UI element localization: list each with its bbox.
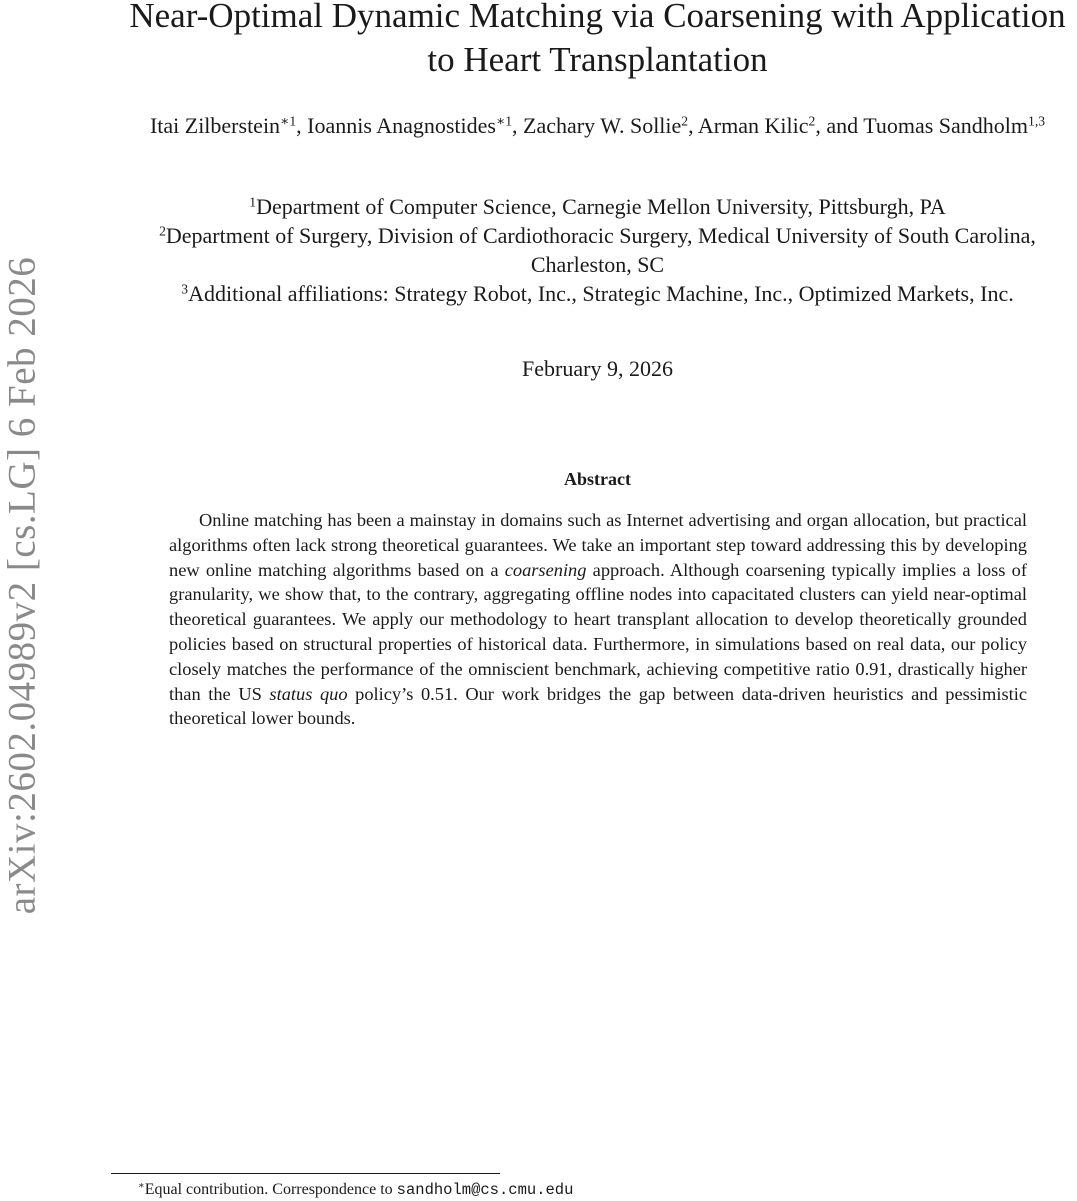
affiliation-item bbox=[110, 221, 1077, 279]
affiliation-list bbox=[110, 192, 1077, 308]
author-name: Tuomas Sandholm bbox=[863, 113, 1029, 138]
affiliation-item bbox=[110, 279, 1077, 308]
publication-date: February 9, 2026 bbox=[522, 356, 673, 381]
author-separator: , bbox=[688, 113, 698, 138]
author-list bbox=[110, 112, 1077, 140]
author-separator: , bbox=[512, 113, 524, 138]
author-superscript: ∗1 bbox=[280, 113, 297, 129]
author-name: Zachary W. Sollie bbox=[523, 113, 682, 138]
author-superscript: 1,3 bbox=[1028, 113, 1046, 129]
abstract-body bbox=[169, 508, 1027, 731]
affiliation-text: Department of Surgery, Division of Cardiothoracic Surgery, Medical University of South Carolina, Charleston, SC bbox=[165, 223, 1036, 277]
title-line-2: to Heart Transplantation bbox=[427, 40, 768, 79]
affiliation-text: Additional affiliations: Strategy Robot, Inc., Strategic Machine, Inc., Optimized Markets, Inc. bbox=[188, 281, 1014, 306]
footnote-divider bbox=[111, 1173, 500, 1174]
affiliation-superscript: 2 bbox=[159, 223, 166, 239]
abstract-text: policy’s 0.51. Our work bridges the gap between data-driven heuristics and pessimistic theoretical lower bounds. bbox=[169, 683, 1027, 729]
arxiv-identifier: arXiv:2602.04989v2 [cs.LG] 6 Feb 2026 bbox=[0, 256, 44, 914]
abstract-emphasis: status quo bbox=[269, 683, 348, 704]
author-separator: , bbox=[296, 113, 308, 138]
affiliation-text: Department of Computer Science, Carnegie Mellon University, Pittsburgh, PA bbox=[256, 194, 946, 219]
author-name: Itai Zilberstein bbox=[149, 113, 281, 138]
abstract-text: Online matching has been a mainstay in domains such as Internet advertising and organ allocation, but practical algorithms often lack strong theoretical guarantees. We take an important step toward addressing this by developing new online matching algorithms based on a bbox=[169, 510, 1027, 580]
author-separator: , and bbox=[815, 113, 864, 138]
paper-title bbox=[100, 0, 1077, 82]
author-superscript: 2 bbox=[681, 113, 689, 129]
author-name: Arman Kilic bbox=[697, 113, 809, 138]
footnote bbox=[138, 1179, 573, 1201]
affiliation-superscript: 3 bbox=[181, 281, 189, 297]
footnote-marker: ∗ bbox=[138, 1180, 145, 1192]
author-name: Ioannis Anagnostides bbox=[307, 113, 496, 138]
correspondence-email: sandholm@cs.cmu.edu bbox=[396, 1181, 574, 1199]
author-superscript: ∗1 bbox=[495, 113, 513, 129]
affiliation-item bbox=[110, 192, 1077, 221]
footnote-text: Equal contribution. Correspondence to bbox=[144, 1181, 397, 1198]
title-line-1: Near-Optimal Dynamic Matching via Coarsening with Application bbox=[129, 0, 1066, 35]
author-superscript: 2 bbox=[808, 113, 816, 129]
arxiv-sidebar-stamp bbox=[0, 230, 44, 940]
abstract-heading: Abstract bbox=[564, 469, 631, 489]
affiliation-superscript: 1 bbox=[249, 194, 257, 210]
abstract-text: approach. Although coarsening typically implies a loss of granularity, we show that, to the contrary, aggregating offline nodes into capacitated clusters can yield near-optimal theoretical guarantees. We apply our methodology to heart transplant allocation to develop theoretically grounded policies based on structural properties of historical data. Furthermore, in simulations based on real data, our policy closely matches the performance of the omniscient benchmark, achieving competitive ratio 0.91, drastically higher than the US bbox=[169, 559, 1027, 704]
abstract-emphasis: coarsening bbox=[504, 559, 587, 580]
